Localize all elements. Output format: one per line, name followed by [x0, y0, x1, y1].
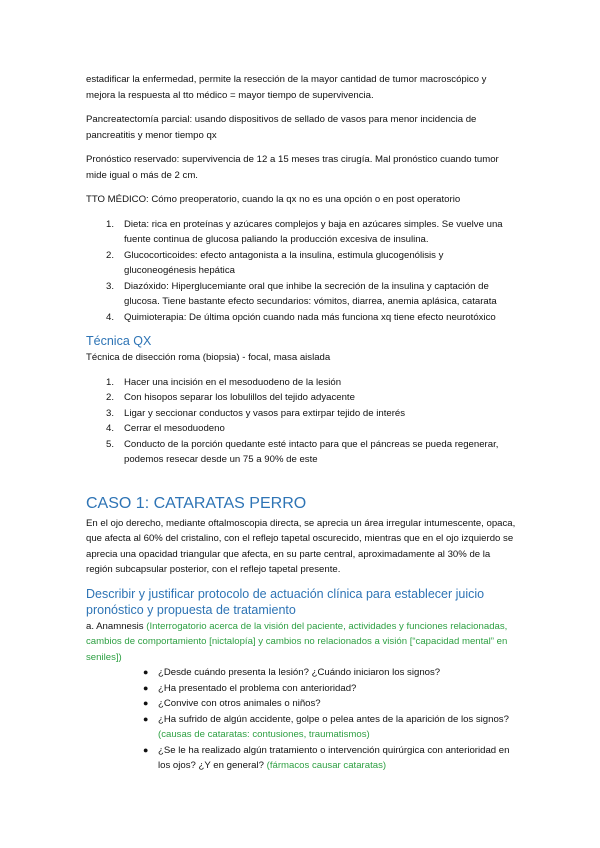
list-item	[86, 696, 518, 712]
intro-paragraph-1: estadificar la enfermedad, permite la resección de la mayor cantidad de tumor macroscópico y mejora la respuesta al tto médico = mayor tiempo de supervivencia.	[86, 74, 487, 101]
list-item	[86, 712, 518, 743]
list-item	[86, 437, 518, 468]
list-number: 3.	[106, 407, 115, 419]
list-item-text: Quimioterapia: De última opción cuando nada más funciona xq tiene efecto neurotóxico	[124, 311, 496, 323]
list-item	[86, 310, 518, 326]
question-note: (fármacos causar cataratas)	[266, 760, 387, 771]
bullet-icon: ●	[143, 667, 149, 677]
list-item	[86, 743, 518, 774]
question-text: ¿Ha presentado el problema con anterioridad?	[158, 682, 357, 694]
bullet-icon: ●	[143, 744, 149, 755]
bullet-icon: ●	[143, 682, 149, 693]
list-number: 5.	[106, 438, 115, 450]
tecnica-steps-list	[86, 375, 518, 468]
list-item-text: Cerrar el mesoduodeno	[124, 423, 225, 434]
tecnica-qx-heading: Técnica QX	[86, 334, 152, 348]
list-item	[86, 279, 518, 310]
list-number: 1.	[106, 376, 115, 388]
intro-paragraph-3: Pronóstico reservado: supervivencia de 12 a 15 meses tras cirugía. Mal pronóstico cuando tumor mide igual o más de 2 cm.	[86, 154, 499, 181]
list-item	[86, 375, 518, 391]
bullet-icon: ●	[143, 698, 149, 708]
caso-heading: CASO 1: CATARATAS PERRO	[86, 494, 307, 512]
list-item	[86, 248, 518, 279]
anamnesis-paragraph	[86, 619, 518, 666]
document-page	[86, 72, 518, 774]
list-number: 3.	[106, 280, 115, 292]
list-item	[86, 406, 518, 422]
list-item-text: Dieta: rica en proteínas y azúcares complejos y baja en azúcares simples. Se vuelve una fuente continua de glucosa paliando la producción excesiva de insulina.	[124, 218, 503, 245]
question-text: ¿Desde cuándo presenta la lesión? ¿Cuándo iniciaron los signos?	[158, 667, 441, 678]
list-number: 4.	[106, 311, 115, 323]
list-item-text: Conducto de la porción quedante esté intacto para que el páncreas se pueda regenerar, podemos resecar desde un 75 a 90% de este	[124, 438, 499, 465]
intro-paragraph-2: Pancreatectomía parcial: usando dispositivos de sellado de vasos para menor incidencia de pancreatitis y menor tiempo qx	[86, 114, 477, 141]
anamnesis-label: a. Anamnesis	[86, 620, 144, 632]
list-item-text: Hacer una incisión en el mesoduodeno de la lesión	[124, 376, 342, 388]
question-text: ¿Convive con otros animales o niños?	[158, 698, 321, 709]
list-number: 2.	[106, 249, 115, 261]
list-item	[86, 421, 518, 437]
anamnesis-questions	[86, 665, 518, 774]
tecnica-subtitle: Técnica de disección roma (biopsia) - focal, masa aislada	[86, 352, 331, 363]
list-item-text: Ligar y seccionar conductos y vasos para extirpar tejido de interés	[124, 407, 406, 419]
anamnesis-note: (Interrogatorio acerca de la visión del paciente, actividades y funciones relacionadas, cambios de comportamiento [nictalopía] y cambios no relacionados a visión [“capacidad mental” en seniles])	[86, 620, 508, 663]
list-item	[86, 217, 518, 248]
question-text: ¿Se le ha realizado algún tratamiento o intervención quirúrgica con anterioridad en los ojos? ¿Y en general?	[158, 744, 510, 771]
list-number: 1.	[106, 218, 115, 230]
list-item-text: Diazóxido: Hiperglucemiante oral que inhibe la secreción de la insulina y captación de glucosa. Tiene bastante efecto secundarios: vómitos, diarrea, anemia aplásica, catarata	[124, 280, 497, 307]
list-item	[86, 665, 518, 681]
list-number: 4.	[106, 423, 115, 434]
tto-medico-intro: TTO MÉDICO: Cómo preoperatorio, cuando la qx no es una opción o en post operatorio	[86, 194, 461, 205]
bullet-icon: ●	[143, 713, 149, 724]
question-note: (causas de cataratas: contusiones, traumatismos)	[158, 729, 370, 740]
tto-medico-list	[86, 217, 518, 326]
list-item	[86, 390, 518, 406]
list-item-text: Glucocorticoides: efecto antagonista a la insulina, estimula glucogenólisis y gluconeogénesis hepática	[124, 249, 444, 276]
list-number: 2.	[106, 392, 115, 403]
list-item	[86, 681, 518, 697]
protocolo-subheading: Describir y justificar protocolo de actuación clínica para establecer juicio pronóstico y propuesta de tratamiento	[86, 586, 485, 617]
question-text: ¿Ha sufrido de algún accidente, golpe o pelea antes de la aparición de los signos?	[158, 713, 509, 725]
list-item-text: Con hisopos separar los lobulillos del tejido adyacente	[124, 392, 355, 403]
caso-description: En el ojo derecho, mediante oftalmoscopia directa, se aprecia un área irregular intumescente, opaca, que afecta al 60% del cristalino, con el reflejo tapetal oscurecido, mientras que en el ojo izquierdo se aprecia una opacidad triangular que afecta, en su parte central, aproximadamente al 30% de la región subcapsular posterior, con el reflejo tapetal presente.	[86, 517, 516, 575]
